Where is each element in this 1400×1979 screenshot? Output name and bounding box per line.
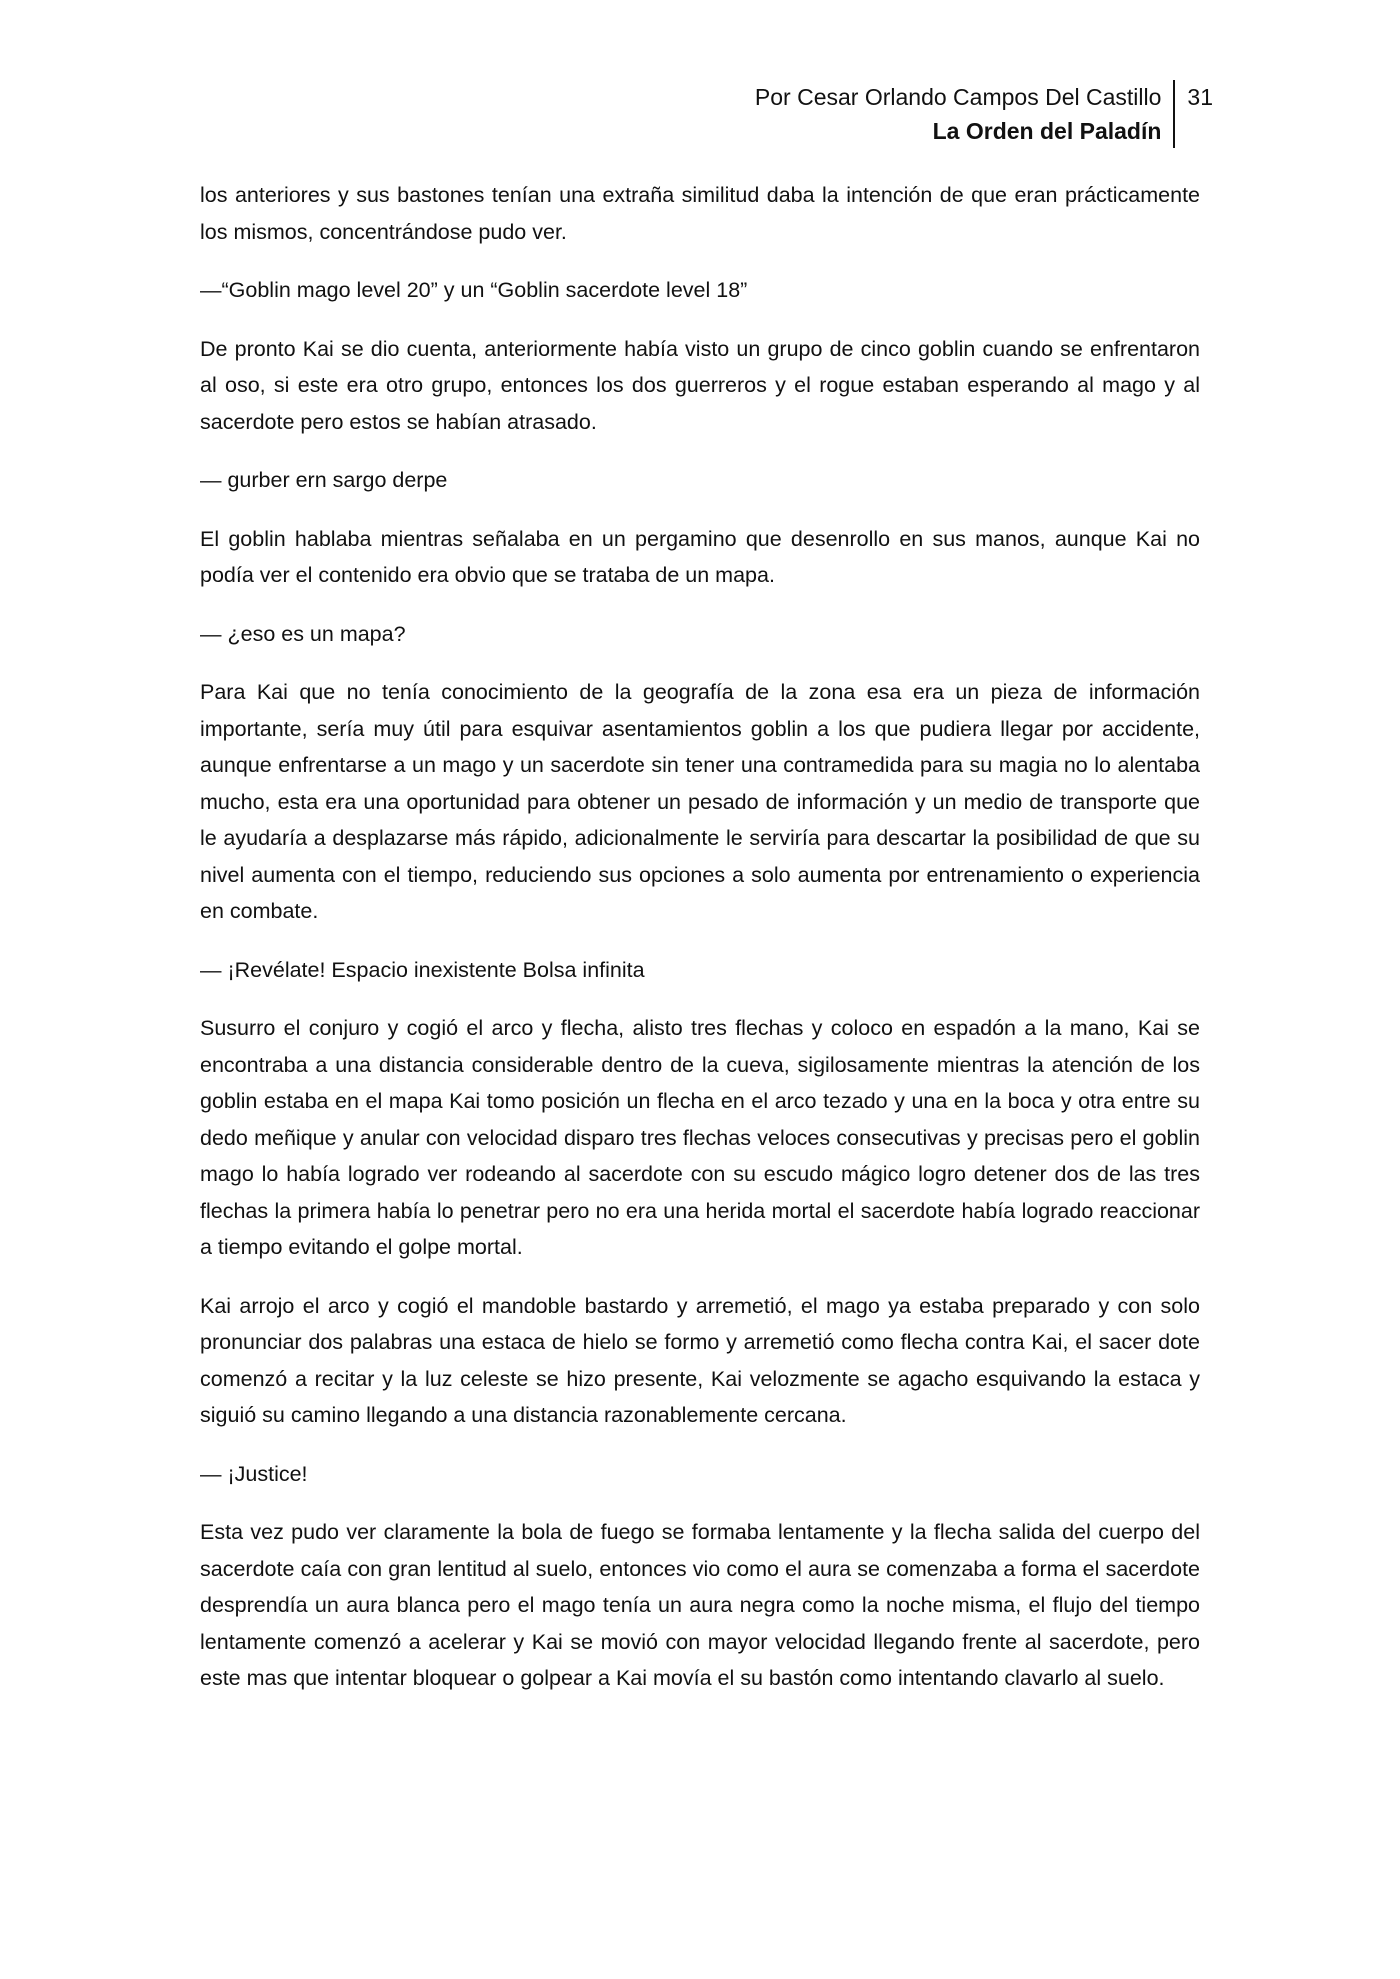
- body-paragraph: los anteriores y sus bastones tenían una extraña similitud daba la intención de que eran prácticamente los mismos, concentrándose pudo ver.: [200, 183, 1200, 244]
- running-header: [755, 80, 1174, 148]
- dialogue-line: — ¿eso es un mapa?: [200, 621, 406, 646]
- body-paragraph: Kai arrojo el arco y cogió el mandoble bastardo y arremetió, el mago ya estaba preparado y con solo pronunciar dos palabras una estaca de hielo se formo y arremetió como flecha contra Kai, el sacer dote comenzó a recitar y la luz celeste se hizo presente, Kai velozmente se agacho esquivando la estaca y siguió su camino llegando a una distancia razonablemente cercana.: [200, 1293, 1200, 1427]
- page-header: [755, 80, 1213, 148]
- body-paragraph: De pronto Kai se dio cuenta, anteriormente había visto un grupo de cinco goblin cuando se enfrentaron al oso, si este era otro grupo, entonces los dos guerreros y el rogue estaban esperando al mago y al sacerdote pero estos se habían atrasado.: [200, 336, 1200, 434]
- body-paragraph: Para Kai que no tenía conocimiento de la geografía de la zona esa era un pieza de información importante, sería muy útil para esquivar asentamientos goblin a los que pudiera llegar por accidente, aunque enfrentarse a un mago y un sacerdote sin tener una contramedida para su magia no lo alentaba mucho, esta era una oportunidad para obtener un pesado de información y un medio de transporte que le ayudaría a desplazarse más rápido, adicionalmente le serviría para descartar la posibilidad de que su nivel aumenta con el tiempo, reduciendo sus opciones a solo aumenta por entrenamiento o experiencia en combate.: [200, 680, 1200, 923]
- dialogue-line: — ¡Justice!: [200, 1461, 308, 1486]
- header-author: Por Cesar Orlando Campos Del Castillo: [754, 84, 1162, 110]
- body-paragraph: El goblin hablaba mientras señalaba en un pergamino que desenrollo en sus manos, aunque Kai no podía ver el contenido era obvio que se trataba de un mapa.: [200, 526, 1200, 587]
- dialogue-line: — gurber ern sargo derpe: [200, 468, 448, 492]
- header-book-title: La Orden del Paladín: [932, 118, 1162, 144]
- body-paragraph: Susurro el conjuro y cogió el arco y flecha, alisto tres flechas y coloco en espadón a la mano, Kai se encontraba a una distancia considerable dentro de la cueva, sigilosamente mientras la atención de los goblin estaba en el mapa Kai tomo posición un flecha en el arco tezado y una en la boca y otra entre su dedo meñique y anular con velocidad disparo tres flechas veloces consecutivas y precisas pero el goblin mago lo había logrado ver rodeando al sacerdote con su escudo mágico logro detener dos de las tres flechas la primera había lo penetrar pero no era una herida mortal el sacerdote había logrado reaccionar a tiempo evitando el golpe mortal.: [200, 1016, 1200, 1259]
- dialogue-line: — ¡Revélate! Espacio inexistente Bolsa infinita: [200, 957, 645, 982]
- dialogue-line: —“Goblin mago level 20” y un “Goblin sacerdote level 18”: [200, 278, 748, 302]
- body-paragraph: Esta vez pudo ver claramente la bola de fuego se formaba lentamente y la flecha salida del cuerpo del sacerdote caía con gran lentitud al suelo, entonces vio como el aura se comenzaba a forma el sacerdote desprendía un aura blanca pero el mago tenía un aura negra como la noche misma, el flujo del tiempo lentamente comenzó a acelerar y Kai se movió con mayor velocidad llegando frente al sacerdote, pero este mas que intentar bloquear o golpear a Kai movía el su bastón como intentando clavarlo al suelo.: [200, 1520, 1200, 1690]
- page-body: [200, 177, 1200, 1719]
- page-number: 31: [1187, 84, 1213, 110]
